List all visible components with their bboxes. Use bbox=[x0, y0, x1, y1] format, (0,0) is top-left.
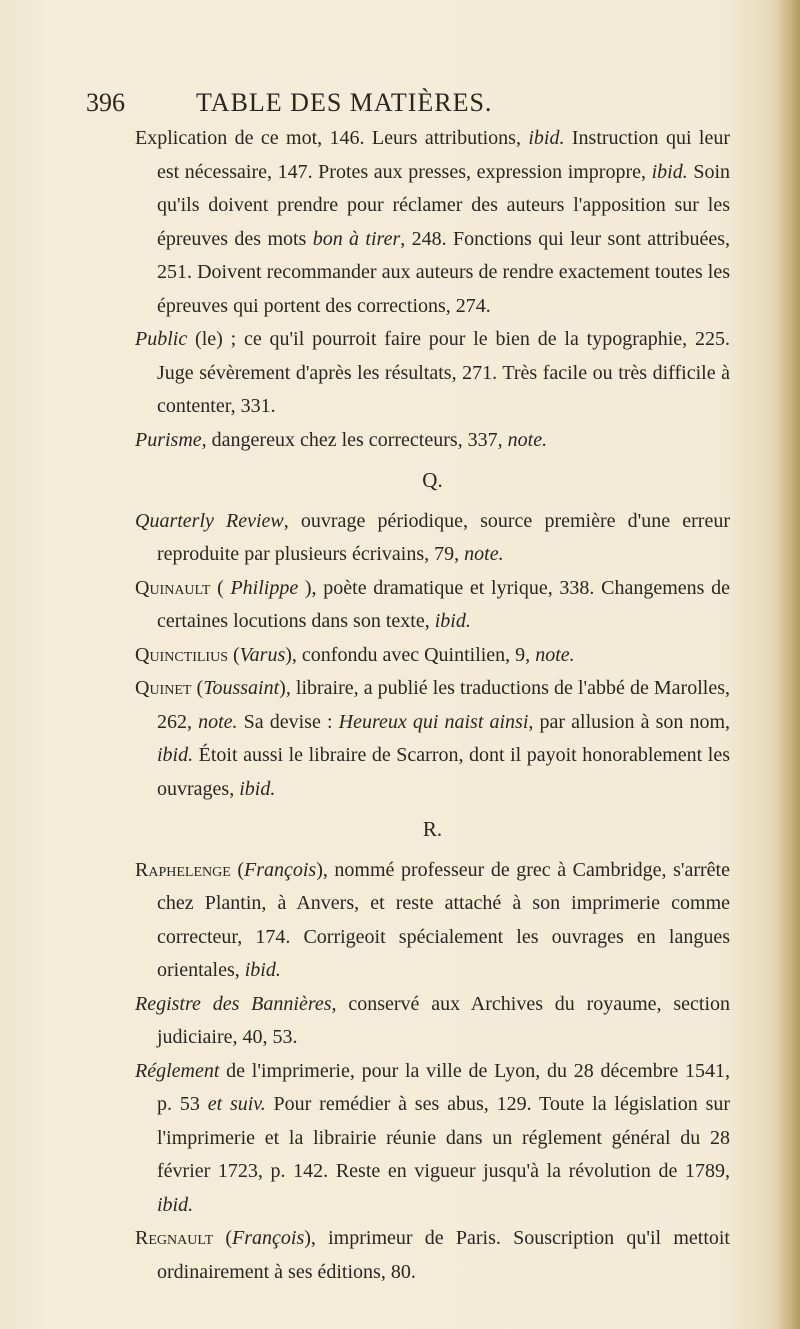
entry-text: ( bbox=[228, 643, 240, 666]
entry-text: Étoit aussi le libraire de Scarron, dont il payoit honorablement les ouvrages, bbox=[157, 744, 730, 800]
index-entry bbox=[135, 988, 730, 1055]
entry-text: , dangereux chez les correcteurs, 337, bbox=[201, 428, 508, 451]
small-caps-name: Raphelenge bbox=[135, 858, 231, 881]
entry-text: ), confondu avec Quintilien, 9, bbox=[285, 643, 536, 666]
index-entry bbox=[135, 672, 730, 806]
italic-text: ibid. bbox=[434, 610, 471, 632]
entry-text: , par allusion à son nom, bbox=[528, 710, 731, 733]
italic-text: ibid. bbox=[651, 160, 688, 183]
entry-text: de l'imprimerie, pour la ville de Lyon, du 28 décembre 1541, p. 53 bbox=[157, 1059, 730, 1115]
entry-text: ( bbox=[191, 677, 204, 699]
index-entry bbox=[135, 122, 730, 323]
index-entry bbox=[135, 424, 730, 458]
italic-text: ibid. bbox=[239, 777, 276, 800]
italic-text: note. bbox=[507, 428, 548, 451]
entry-text: ), poète dramatique et lyrique, 338. Changemens de certaines locutions dans son texte, bbox=[157, 576, 730, 632]
italic-text: ibid. bbox=[157, 1193, 194, 1216]
entry-text: ( bbox=[213, 1227, 233, 1249]
index-entry bbox=[135, 1055, 730, 1223]
entries-group-p bbox=[135, 122, 730, 457]
index-entry bbox=[135, 323, 730, 424]
entries-group-q bbox=[135, 505, 730, 807]
entry-text: , 248. Fonctions qui leur sont attribuées, 251. Doivent recommander aux auteurs de rendre exactement toutes les épreuves qui portent des corrections, 274. bbox=[157, 227, 730, 317]
entry-text: , conservé aux Archives du royaume, section judiciaire, 40, 53. bbox=[157, 992, 731, 1048]
italic-text: Réglement bbox=[135, 1059, 220, 1082]
italic-text: ibid. bbox=[157, 744, 194, 766]
entry-text: Sa devise : bbox=[237, 710, 339, 733]
italic-text: Registre des Bannières bbox=[135, 992, 332, 1015]
section-letter-q: Q. bbox=[422, 468, 443, 492]
page-number: 396 bbox=[86, 88, 125, 117]
index-entry bbox=[135, 854, 730, 988]
section-letter-r: R. bbox=[422, 817, 443, 841]
entry-text: Pour remédier à ses abus, 129. Toute la législation sur l'imprimerie et la librairie réunie dans un réglement général du 28 février 1723, p. 142. Reste en vigueur jusqu'à la révolution de 1789, bbox=[157, 1093, 731, 1182]
italic-text: Heureux qui naist ainsi bbox=[338, 710, 529, 733]
entry-text: Explication de ce mot, 146. Leurs attributions, bbox=[135, 127, 529, 149]
italic-text: note. bbox=[198, 710, 238, 733]
italic-text: bon à tirer bbox=[312, 227, 401, 250]
running-title: TABLE DES MATIÈRES. bbox=[196, 88, 493, 117]
italic-text: Varus bbox=[239, 643, 286, 666]
entry-text: ( bbox=[230, 858, 244, 881]
index-entry bbox=[135, 505, 730, 572]
index-entry bbox=[135, 1222, 730, 1289]
index-body bbox=[135, 122, 730, 1289]
running-header bbox=[86, 88, 596, 122]
entry-text: ), nommé professeur de grec à Cambridge, s'arrête chez Plantin, à Anvers, et reste attaché à son imprimerie comme correcteur, 174. Corrigeoit spécialement les ouvrages en langues orientales, bbox=[157, 858, 730, 981]
italic-text: note. bbox=[535, 643, 575, 666]
entry-text: ( bbox=[210, 576, 231, 599]
italic-text: et suiv. bbox=[207, 1093, 266, 1115]
index-entry bbox=[135, 572, 730, 639]
italic-text: Public bbox=[135, 328, 188, 350]
entry-text: Instruction qui leur est nécessaire, 147. Protes aux presses, expression impropre, bbox=[157, 127, 730, 183]
italic-text: ibid. bbox=[244, 959, 281, 981]
small-caps-name: Quinault bbox=[135, 576, 211, 599]
entry-text: ), libraire, a publié les traductions de l'abbé de Marolles, 262, bbox=[157, 677, 730, 733]
small-caps-name: Quinctilius bbox=[135, 643, 228, 666]
italic-text: Toussaint bbox=[203, 677, 280, 699]
entry-text: (le) ; ce qu'il pourroit faire pour le bien de la typographie, 225. Juge sévèrement d'après les résultats, 271. Très facile ou très difficile à contenter, 331. bbox=[157, 328, 730, 417]
small-caps-name: Regnault bbox=[135, 1227, 214, 1249]
entries-group-r bbox=[135, 854, 730, 1290]
entry-text: ), imprimeur de Paris. Souscription qu'il mettoit ordinairement à ses éditions, 80. bbox=[157, 1227, 730, 1283]
italic-text: Quarterly Review bbox=[135, 509, 284, 532]
page-edge-shadow bbox=[778, 0, 800, 1329]
entry-text: , ouvrage périodique, source première d'une erreur reproduite par plusieurs écrivains, 79, bbox=[157, 509, 731, 565]
italic-text: ibid. bbox=[528, 127, 565, 149]
index-entry bbox=[135, 639, 730, 673]
italic-text: Philippe bbox=[230, 576, 299, 599]
small-caps-name: Quinet bbox=[135, 677, 192, 699]
italic-text: François bbox=[232, 1227, 305, 1249]
entry-text: Soin qu'ils doivent prendre pour réclamer des auteurs l'apposition sur les épreuves des mots bbox=[157, 160, 731, 250]
italic-text: Purisme bbox=[135, 428, 202, 451]
italic-text: note. bbox=[464, 543, 504, 565]
italic-text: François bbox=[244, 858, 317, 881]
